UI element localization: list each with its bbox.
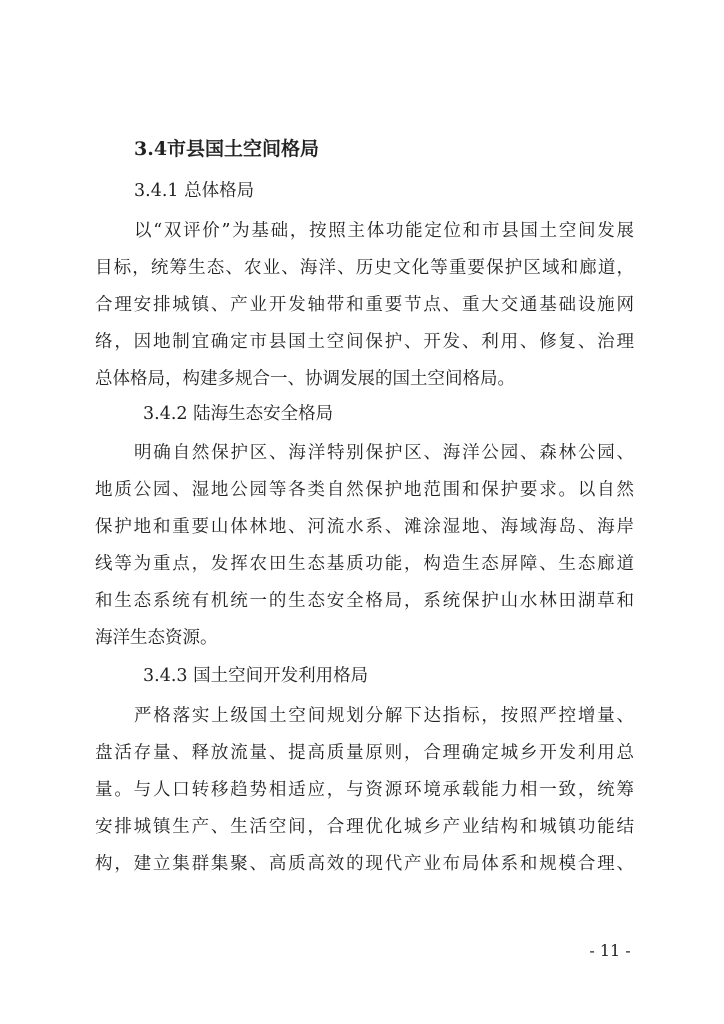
subsection-heading: 3.4.1 总体格局 bbox=[134, 181, 255, 201]
paragraph-line: 安排城镇生产、生活空间，合理优化城乡产业结构和城镇功能结 bbox=[95, 817, 634, 837]
paragraph-line: 盘活存量、释放流量、提高质量原则，合理确定城乡开发利用总 bbox=[95, 743, 634, 763]
section-title: 3.4市县国土空间格局 bbox=[134, 138, 320, 160]
paragraph-line: 目标，统筹生态、农业、海洋、历史文化等重要保护区域和廊道， bbox=[95, 258, 634, 278]
paragraph-line: 以“双评价”为基础，按照主体功能定位和市县国土空间发展 bbox=[134, 221, 634, 241]
paragraph-line: 保护地和重要山体林地、河流水系、滩涂湿地、海域海岛、海岸 bbox=[95, 517, 634, 537]
paragraph-line: 和生态系统有机统一的生态安全格局，系统保护山水林田湖草和 bbox=[95, 591, 634, 611]
subsection-heading: 3.4.3 国土空间开发利用格局 bbox=[143, 666, 369, 686]
paragraph-line: 合理安排城镇、产业开发轴带和重要节点、重大交通基础设施网 bbox=[95, 295, 634, 315]
paragraph-line: 线等为重点，发挥农田生态基质功能，构造生态屏障、生态廊道 bbox=[95, 554, 634, 574]
paragraph-line: 明确自然保护区、海洋特别保护区、海洋公园、森林公园、 bbox=[134, 443, 634, 463]
subsection-heading: 3.4.2 陆海生态安全格局 bbox=[143, 404, 334, 424]
paragraph-line: 构，建立集群集聚、高质高效的现代产业布局体系和规模合理、 bbox=[95, 854, 634, 874]
paragraph-line: 地质公园、湿地公园等各类自然保护地范围和保护要求。以自然 bbox=[95, 480, 634, 500]
paragraph-line: 量。与人口转移趋势相适应，与资源环境承载能力相一致，统筹 bbox=[95, 780, 634, 800]
paragraph-line: 严格落实上级国土空间规划分解下达指标，按照严控增量、 bbox=[134, 706, 634, 726]
paragraph-line: 络，因地制宜确定市县国土空间保护、开发、利用、修复、治理 bbox=[95, 332, 634, 352]
page-number: - 11 - bbox=[589, 941, 631, 960]
paragraph-line: 总体格局，构建多规合一、协调发展的国土空间格局。 bbox=[95, 369, 515, 389]
paragraph-line: 海洋生态资源。 bbox=[95, 628, 218, 648]
